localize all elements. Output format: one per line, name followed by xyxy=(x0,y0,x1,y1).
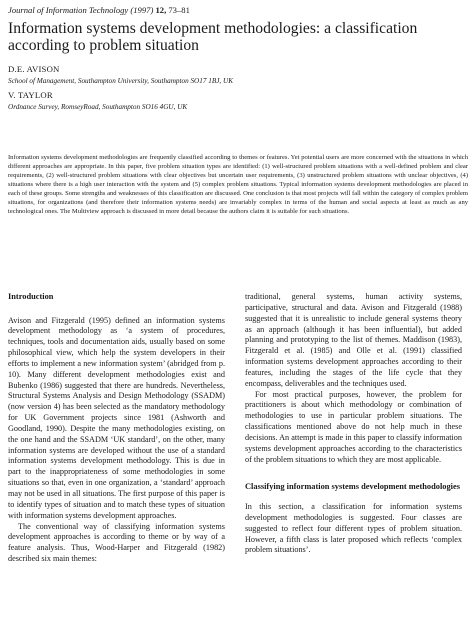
left-column xyxy=(8,292,225,565)
paragraph: traditional, general systems, human activity systems, participative, structural and data. Avison and Fitzgerald (1988) suggested that it is unrealistic to include general systems theory as an approach (although it has been influential), but added planning and prototyping to the list of themes. Maddison (1983), Fitzgerald et al. (1985) and Olle et al. (1991) classified information systems development approaches according to their features, including the stages of the life cycle that they encompass, deliverables and the techniques used. xyxy=(245,292,462,388)
journal-volume: 12, xyxy=(155,5,167,15)
paper-title: Information systems development methodologies: a classification according to problem situation xyxy=(8,20,418,54)
paragraph: Avison and Fitzgerald (1995) defined an information systems development methodology as ‘a system of procedures, techniques, tools and documentation aids, usually based on some philosophical view, which help the system developers in their efforts to implement a new information system’ (abridged from p. 10). Many different development methodologies exist and Bubenko (1986) suggested that there are hundreds. Nevertheless, Structural Systems Analysis and Design Methodology (SSADM) (now version 4) has been selected as the mandatory methodology for UK Government projects since 1981 (Ashworth and Goodland, 1990). Despite the many methodologies existing, on the one hand and the SSADM ‘UK standard’, on the other, many information systems are developed without the use of a standard information systems development methodology. This is due in part to the inappropriateness of some methodologies in some situations so that, even in one organization, a ‘standard’ approach may not be used in all situations. The first purpose of this paper is to identify types of situation and to match these types of situation with information systems development approaches. xyxy=(8,315,225,520)
author-name: D.E. AVISON xyxy=(8,64,60,74)
paragraph: For most practical purposes, however, the problem for practitioners is about which methodology or combination of methodologies to use in particular problem situations. The classifications mentioned above do not help much in these decisions. An attempt is made in this paper to classify information systems development approaches according to the characteristics of the problem situations to which they are most applicable. xyxy=(245,389,462,464)
paragraph: In this section, a classification for information systems development methodologies is suggested. Four classes are suggested to reflect four different types of problem situation. However, a fifth class is later proposed which reflects ‘complex problem situations’. xyxy=(245,502,462,555)
section-heading-introduction: Introduction xyxy=(8,292,54,301)
author-affiliation: School of Management, Southampton University, Southampton SO17 1BJ, UK xyxy=(8,77,233,85)
journal-year: (1997) xyxy=(130,5,154,15)
abstract: Information systems development methodologies are frequently classified according to themes or features. Yet potential users are more concerned with the situations in which different approaches are appropriate. In this paper, five problem situation types are identified: (1) well-structured problem situations with a well-defined problem and clear requirements, (2) well-structured problem situations with clear objectives but uncertain user requirements, (3) unstructured problem situations with unclear objectives, (4) situations where there is a high user interaction with the system and (5) complex problem situations. Typical information systems development methodologies are placed in each of these groups. Some strengths and weaknesses of this classification are discussed. One conclusion is that most projects will fall within the category of complex problem situations, for organizations (and therefore their information systems needs) are invariably complex in terms of the human and social aspects at least as much as any technological ones. The Multiview approach is discussed in more detail because the authors claim it is suitable for such situations. xyxy=(8,154,468,216)
journal-pages: 73–81 xyxy=(168,5,190,15)
section-heading-classifying: Classifying information systems development methodologies xyxy=(245,481,460,491)
right-column xyxy=(245,292,462,556)
author-name: V. TAYLOR xyxy=(8,90,53,100)
author-affiliation: Ordnance Survey, RomseyRoad, Southampton SO16 4GU, UK xyxy=(8,103,188,111)
paragraph: The conventional way of classifying information systems development approaches is according to theme or by way of a feature analysis. Thus, Wood-Harper and Fitzgerald (1982) described six main themes: xyxy=(8,521,225,564)
journal-name: Journal of Information Technology xyxy=(8,5,129,15)
journal-citation xyxy=(8,5,190,15)
